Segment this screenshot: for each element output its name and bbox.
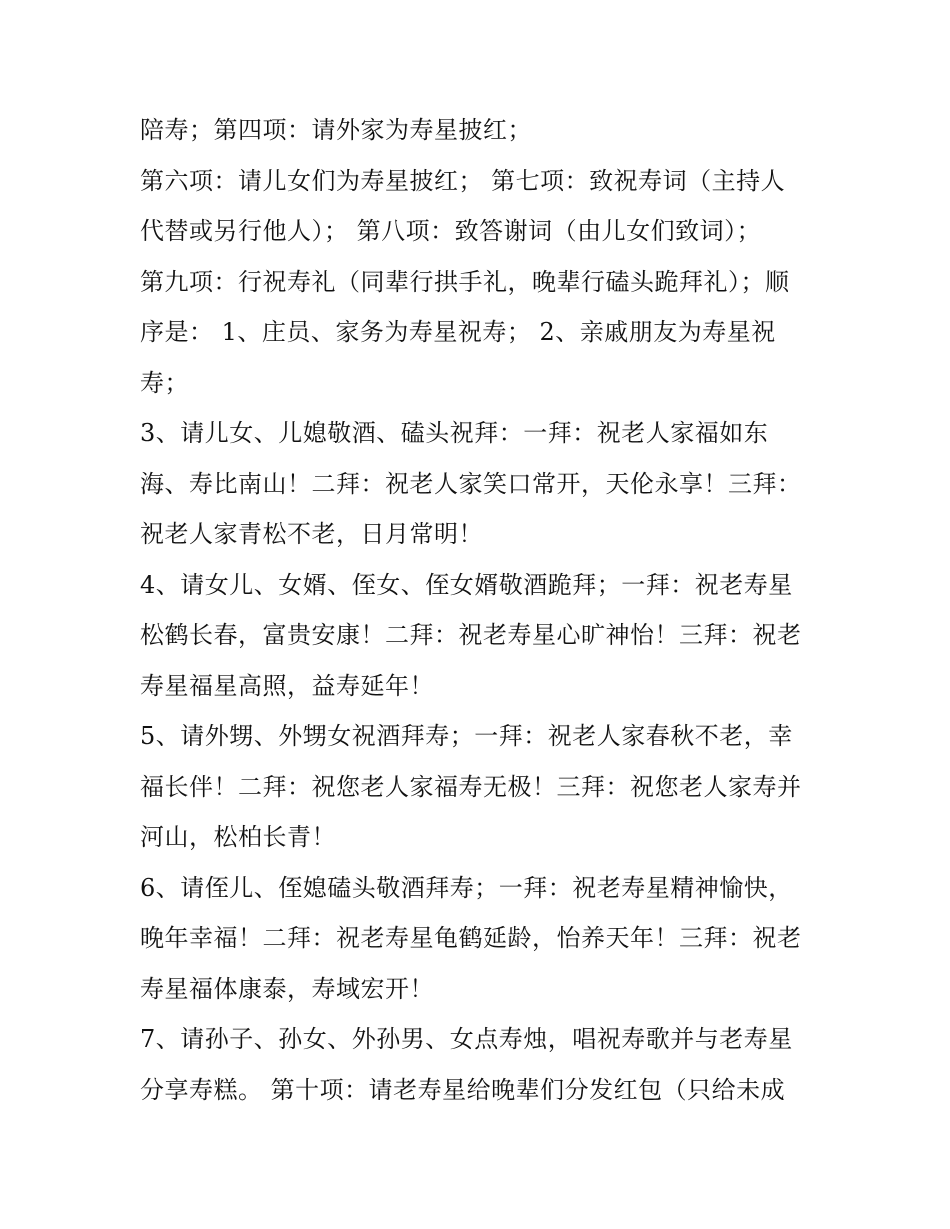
text-line: 5、请外甥、外甥女祝酒拜寿；一拜：祝老人家春秋不老，幸 bbox=[140, 722, 793, 750]
text-line: 晚年幸福！二拜：祝老寿星龟鹤延龄，怡养天年！三拜：祝老 bbox=[140, 924, 802, 952]
text-line: 寿星福星高照，益寿延年！ bbox=[140, 672, 434, 700]
text-line: 第九项：行祝寿礼（同辈行拱手礼，晚辈行磕头跪拜礼）；顺 bbox=[140, 268, 790, 296]
text-line: 松鹤长春，富贵安康！二拜：祝老寿星心旷神怡！三拜：祝老 bbox=[140, 621, 802, 649]
text-line: 河山，松柏长青！ bbox=[140, 823, 336, 851]
text-line: 4、请女儿、女婿、侄女、侄女婿敬酒跪拜；一拜：祝老寿星 bbox=[140, 571, 793, 599]
text-line: 福长伴！二拜：祝您老人家福寿无极！三拜：祝您老人家寿并 bbox=[140, 773, 802, 801]
text-line: 分享寿糕。 第十项：请老寿星给晚辈们分发红包（只给未成 bbox=[140, 1076, 786, 1104]
text-line: 祝老人家青松不老，日月常明！ bbox=[140, 520, 483, 548]
text-line: 3、请儿女、儿媳敬酒、磕头祝拜：一拜：祝老人家福如东 bbox=[140, 419, 769, 447]
text-line: 6、请侄儿、侄媳磕头敬酒拜寿；一拜：祝老寿星精神愉快， bbox=[140, 874, 793, 902]
text-line: 陪寿；第四项：请外家为寿星披红； bbox=[140, 116, 532, 144]
text-line: 序是： 1、庄员、家务为寿星祝寿； 2、亲戚朋友为寿星祝 bbox=[140, 318, 776, 346]
text-line: 7、请孙子、孙女、外孙男、女点寿烛，唱祝寿歌并与老寿星 bbox=[140, 1025, 793, 1053]
text-line: 寿星福体康泰，寿域宏开！ bbox=[140, 975, 434, 1003]
text-line: 代替或另行他人）； 第八项：致答谢词（由儿女们致词）； bbox=[140, 217, 762, 245]
text-line: 寿； bbox=[140, 369, 189, 397]
text-line: 海、寿比南山！二拜：祝老人家笑口常开，天伦永享！三拜： bbox=[140, 470, 802, 498]
text-line: 第六项：请儿女们为寿星披红； 第七项：致祝寿词（主持人 bbox=[140, 167, 786, 195]
